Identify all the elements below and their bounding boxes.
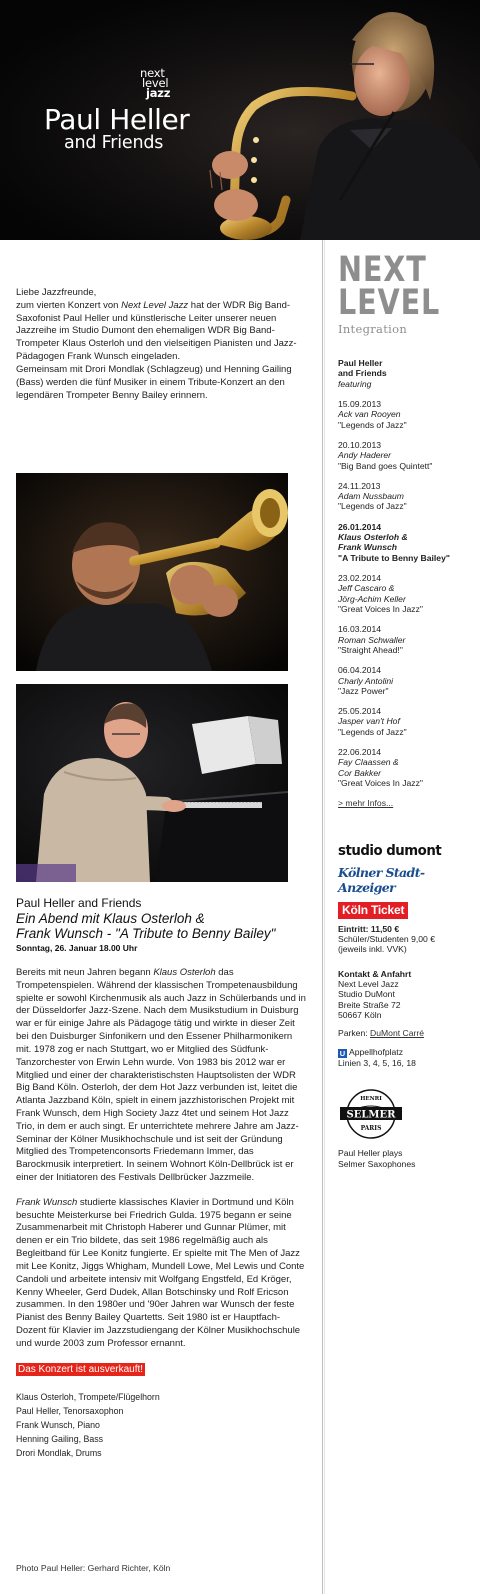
intro-text	[16, 287, 306, 402]
intro-paragraph-1: zum vierten Konzert von Next Level Jazz hat der WDR Big Band-Saxofonist Paul Heller und künstlerische Leiter unserer neuen Jazzreihe im Studio Dumont den ehemaligen WDR Big Band-Trompeter Klaus Osterloh und den vielseitigen Pianisten und Jazz-Pädagogen Frank Wunsch eingeladen.	[16, 299, 297, 363]
photo-pianist	[16, 684, 288, 882]
bio-wunsch: Frank Wunsch studierte klassisches Klavier in Dortmund und Köln besuchte Meisterkurse bei Friedrich Gulda. 1975 begann er seine Zusammenarbeit mit Christoph Haberer und Gunnar Plümer, mit denen er ein Trio bildete, das seit 1986 regelmäßig auch als Begleitband für Lee Konitz fungierte. Er spielte mit The Men of Jazz mit Lee Konitz, Jiggs Whigham, Mundell Lowe, Mel Lewis und Conte Candoli und arbeitete intensiv mit Wolfgang Engstfeld, Ed Kröger, Kenny Wheeler, Gerd Dudek, Allan Botschinsky und Rolf Ericson zusammen. In den 1980er und '90er Jahren war Wunsch der feste Pianist des Benny Bailey Quartetts. Seit 1980 ist er Hauptfach-Dozent für Klavier im Jazzstudiengang der Kölner Musikhochschule und wurde 2003 zum Professor ernannt.	[16, 1196, 305, 1349]
lineup-list	[16, 1390, 306, 1460]
concert-item: 23.02.2014 Jeff Cascaro & Jörg-Achim Keller "Great Voices In Jazz"	[338, 573, 423, 614]
koelner-stadt-anzeiger-logo: Kölner Stadt-Anzeiger	[338, 865, 425, 896]
lineup-item: Paul Heller, Tenorsaxophon	[16, 1406, 124, 1417]
greeting: Liebe Jazzfreunde,	[16, 287, 97, 298]
concert-list	[338, 399, 478, 788]
photo-trumpeter	[16, 473, 288, 671]
concert-item: 16.03.2014 Roman Schwaller "Straight Ahead!"	[338, 624, 406, 655]
event-header	[16, 897, 316, 954]
sidebar	[338, 250, 478, 1169]
banner-subtitle: and Friends	[64, 133, 164, 153]
price-info: Eintritt: 11,50 € Schüler/Studenten 9,00 € (jeweils inkl. VVK)	[338, 923, 435, 955]
event-title-line-1: Ein Abend mit Klaus Osterloh &	[16, 910, 205, 926]
biography	[16, 967, 306, 1460]
more-info-link[interactable]: > mehr Infos...	[338, 798, 394, 809]
series-heading: Paul Heller and Friends featuring	[338, 358, 387, 389]
concert-item: 22.06.2014 Fay Claassen & Cor Bakker "Great Voices In Jazz"	[338, 747, 423, 788]
subway-icon: U	[339, 1048, 346, 1058]
event-date: Sonntag, 26. Januar 18.00 Uhr	[16, 943, 138, 954]
subway-info: U Appellhofplatz Linien 3, 4, 5, 16, 18	[338, 1046, 416, 1068]
column-divider	[322, 240, 323, 1594]
koeln-ticket-logo[interactable]: Köln Ticket	[338, 902, 408, 918]
contact-info: Kontakt & Anfahrt Next Level Jazz Studio DuMont Breite Straße 72 50667 Köln	[338, 968, 412, 1020]
svg-text:HENRI: HENRI	[360, 1095, 382, 1102]
lineup-item: Henning Gailing, Bass	[16, 1434, 104, 1445]
concert-item-current: 26.01.2014 Klaus Osterloh & Frank Wunsch "A Tribute to Benny Bailey"	[338, 521, 450, 563]
next-level-jazz-logo: next level jazz	[140, 66, 171, 101]
soldout-badge: Das Konzert ist ausverkauft!	[18, 1363, 144, 1375]
parking-link[interactable]: DuMont Carré	[370, 1028, 424, 1039]
next-level-integration-logo: NEXT LEVEL Integration	[338, 250, 441, 336]
event-title-line-2: Frank Wunsch - "A Tribute to Benny Bailey"	[16, 925, 276, 941]
bio-osterloh: Bereits mit neun Jahren begann Klaus Osterloh das Trompetenspielen. Während der klassischen Trompetenausbildung spielte er sowohl Kirchenmusik als auch Jazz in Schülerbands und in der Düsseldorfer Jazz-Szene. Nach dem Musikstudium in Duisburg war er für einige Jahre als Pädagoge tätig und wirkte in dieser Zeit bei den Duisburger Sinfonikern und den Essener Philharmonikern mit. 1978 zog er nach Stuttgart, wo er Mitglied des Südfunk-Tanzorchester von Erwin Lehn wurde. Von 1983 bis 2012 war er Mitglied und einer der charakteristischsten Hauptsolisten der WDR Big Band Köln. Osterloh, der dem Hot Jazz verbunden ist, leitet die Atlanta Jazzband Köln, spielt in einem jazzhistorischen Projekt mit Frank Wunsch, dem High Society Jazz 4tet und seinem Hot Jazz Trio, in dem er auch singt. Er unterrichtete mehrere Jahre am Jazz-Seminar der Kölner Musikhochschule und ist seit der Gründung Mitglied des Trompetenconsorts Friedemann Immer, das Barockmusik interpretiert. In seinem Wohnort Köln-Dellbrück ist er einer der Initiatoren des Festivals Dellbrücker Jazzmeile.	[16, 967, 306, 1183]
event-organizer: Paul Heller and Friends	[16, 896, 142, 910]
concert-item: 20.10.2013 Andy Haderer "Big Band goes Quintett"	[338, 439, 433, 471]
selmer-note: Paul Heller plays Selmer Saxophones	[338, 1148, 416, 1169]
concert-item: 24.11.2013 Adam Nussbaum "Legends of Jazz"	[338, 480, 407, 512]
header-banner	[0, 0, 480, 240]
svg-text:PARIS: PARIS	[360, 1124, 382, 1132]
concert-item: 06.04.2014 Charly Antolini "Jazz Power"	[338, 665, 394, 696]
concert-item: 15.09.2013 Ack van Rooyen "Legends of Jazz"	[338, 398, 407, 430]
intro-paragraph-2: Gemeinsam mit Drori Mondlak (Schlagzeug) und Henning Gailing (Bass) werden die fünf Musiker in einem Tribute-Konzert an den legendären Trompeter Benny Bailey erinnern.	[16, 363, 292, 401]
svg-text:SELMER: SELMER	[346, 1109, 396, 1121]
banner-title: Paul Heller	[44, 103, 190, 136]
photo-credit: Photo Paul Heller: Gerhard Richter, Köln	[16, 1563, 171, 1573]
selmer-logo	[338, 1088, 404, 1140]
column-divider-shadow	[324, 240, 325, 1594]
studio-dumont-logo: studio dumont	[338, 842, 442, 859]
lineup-item: Klaus Osterloh, Trompete/Flügelhorn	[16, 1392, 160, 1403]
concert-item: 25.05.2014 Jasper van't Hof "Legends of Jazz"	[338, 706, 407, 737]
lineup-item: Frank Wunsch, Piano	[16, 1420, 100, 1431]
lineup-item: Drori Mondlak, Drums	[16, 1448, 102, 1459]
parking-info: Parken: DuMont Carré	[338, 1028, 424, 1039]
